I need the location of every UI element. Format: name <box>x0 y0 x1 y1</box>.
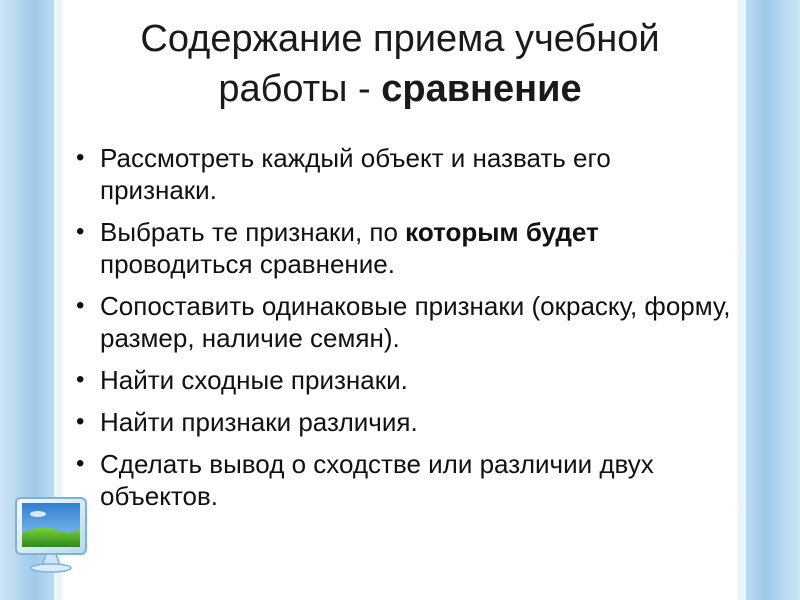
bullet-item <box>74 216 734 280</box>
bullet-list <box>74 142 734 522</box>
bullet-item <box>74 448 734 512</box>
bullet-marker: • <box>76 366 85 393</box>
monitor-icon <box>10 488 92 578</box>
bullet-text-bold: которым будет <box>405 217 599 247</box>
bullet-text: Сделать вывод о сходстве или различии двух объектов. <box>100 449 654 511</box>
bullet-text: Сопоставить одинаковые признаки (окраску, форму, размер, наличие семян). <box>100 291 731 353</box>
title-line-1: Содержание приема учебной <box>140 18 660 60</box>
bullet-marker: • <box>76 450 85 477</box>
bullet-item <box>74 364 734 396</box>
right-frame-band <box>738 0 800 600</box>
title-line-2-bold: сравнение <box>381 68 582 110</box>
title-line-2-plain: работы - <box>218 68 382 110</box>
bullet-text: Рассмотреть каждый объект и назвать его признаки. <box>100 143 611 205</box>
slide-title <box>62 14 738 114</box>
bullet-text: Найти признаки различия. <box>100 407 418 437</box>
bullet-item <box>74 290 734 354</box>
bullet-marker: • <box>76 218 85 245</box>
bullet-marker: • <box>76 408 85 435</box>
bullet-marker: • <box>76 292 85 319</box>
bullet-text-after: проводиться сравнение. <box>100 249 395 279</box>
bullet-text-before: Выбрать те признаки, по <box>100 217 406 247</box>
bullet-text: Найти сходные признаки. <box>100 365 408 395</box>
bullet-item <box>74 142 734 206</box>
slide <box>62 0 738 600</box>
bullet-marker: • <box>76 144 85 171</box>
bullet-item <box>74 406 734 438</box>
title-line-2 <box>62 64 738 114</box>
